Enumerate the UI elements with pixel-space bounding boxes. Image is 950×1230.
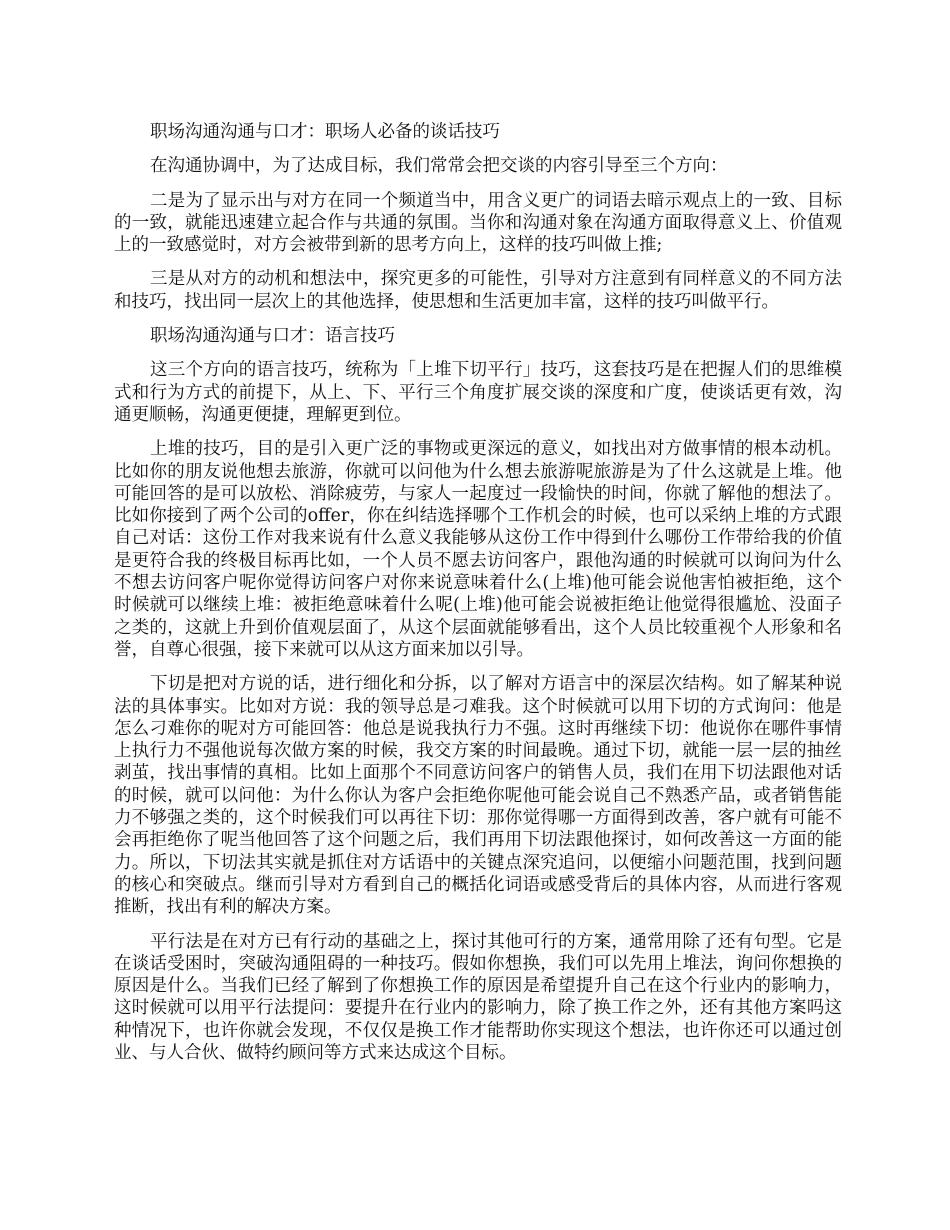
paragraph-lateral: 平行法是在对方已有行动的基础之上，探讨其他可行的方案，通常用除了还有句型。它是在谈话受困时，突破沟通阻碍的一种技巧。假如你想换，我们可以先用上堆法，询问你想换的原因是什么。当我们已经了解到了你想换工作的原因是希望提升自己在这个行业内的影响力，这时候就可以用平行法提问：要提升在行业内的影响力，除了换工作之外，还有其他方案吗这种情况下，也许你就会发现，不仅仅是换工作才能帮助你实现这个想法，也许你还可以通过创业、与人合伙、做特约顾问等方式来达成这个目标。: [114, 931, 842, 1063]
section-title-skills: 职场沟通沟通与口才：职场人必备的谈话技巧: [150, 122, 500, 142]
paragraph-chunk-up: 上堆的技巧，目的是引入更广泛的事物或更深远的意义，如找出对方做事情的根本动机。比如你的朋友说他想去旅游，你就可以问他为什么想去旅游呢旅游是为了什么这就是上堆。他可能回答的是可以放松、消除疲劳，与家人一起度过一段愉快的时间，你就了解他的想法了。比如你接到了两个公司的offer，你在纠结选择哪个工作机会的时候，也可以采纳上堆的方式跟自己对话：这份工作对我来说有什么意义我能够从这份工作中得到什么哪份工作带给我的价值是更符合我的终极目标再比如，一个人员不愿去访问客户，跟他沟通的时候就可以询问为什么不想去访问客户呢你觉得访问客户对你来说意味着什么(上堆)他可能会说他害怕被拒绝，这个时候就可以继续上堆：被拒绝意味着什么呢(上堆)他可能会说被拒绝让他觉得很尴尬、没面子之类的，这就上升到价值观层面了，从这个层面就能够看出，这个人员比较重视个人形象和名誉，自尊心很强，接下来就可以从这方面来加以引导。: [114, 439, 842, 660]
document-body: [114, 121, 842, 1076]
paragraph-three-directions: 这三个方向的语言技巧，统称为「上堆下切平行」技巧，这套技巧是在把握人们的思维模式和行为方式的前提下，从上、下、平行三个角度扩展交谈的深度和广度，使谈话更有效，沟通更顺畅，沟通更便捷，理解更到位。: [114, 360, 842, 425]
section-title-language: 职场沟通沟通与口才：语言技巧: [150, 326, 395, 347]
paragraph-second-direction: 二是为了显示出与对方在同一个频道当中，用含义更广的词语去暗示观点上的一致、目标的一致，就能迅速建立起合作与共通的氛围。当你和沟通对象在沟通方面取得意义上、价值观上的一致感觉时，对方会被带到新的思考方向上，这样的技巧叫做上推;: [114, 190, 842, 256]
paragraph-intro: 在沟通协调中，为了达成目标，我们常常会把交谈的内容引导至三个方向：: [150, 156, 728, 177]
paragraph-third-direction: 三是从对方的动机和想法中，探究更多的可能性，引导对方注意到有同样意义的不同方法和技巧，找出同一层次上的其他选择，使思想和生活更加丰富，这样的技巧叫做平行。: [114, 269, 842, 312]
paragraph-chunk-down: 下切是把对方说的话，进行细化和分拆，以了解对方语言中的深层次结构。如了解某种说法的具体事实。比如对方说：我的领导总是刁难我。这个时候就可以用下切的方式询问：他是怎么刁难你的呢对方可能回答：他总是说我执行力不强。这时再继续下切：他说你在哪件事情上执行力不强他说每次做方案的时候，我交方案的时间最晚。通过下切，就能一层一层的抽丝剥茧，找出事情的真相。比如上面那个不同意访问客户的销售人员，我们在用下切法跟他对话的时候，就可以问他：为什么你认为客户会拒绝你呢他可能会说自己不熟悉产品，或者销售能力不够强之类的，这个时候我们可以再往下切：那你觉得哪一方面得到改善，客户就有可能不会再拒绝你了呢当他回答了这个问题之后，我们再用下切法跟他探讨，如何改善这一方面的能力。所以，下切法其实就是抓住对方话语中的关键点深究追问，以便缩小问题范围，找到问题的核心和突破点。继而引导对方看到自己的概括化词语或感受背后的具体内容，从而进行客观推断，找出有利的解决方案。: [114, 674, 842, 918]
